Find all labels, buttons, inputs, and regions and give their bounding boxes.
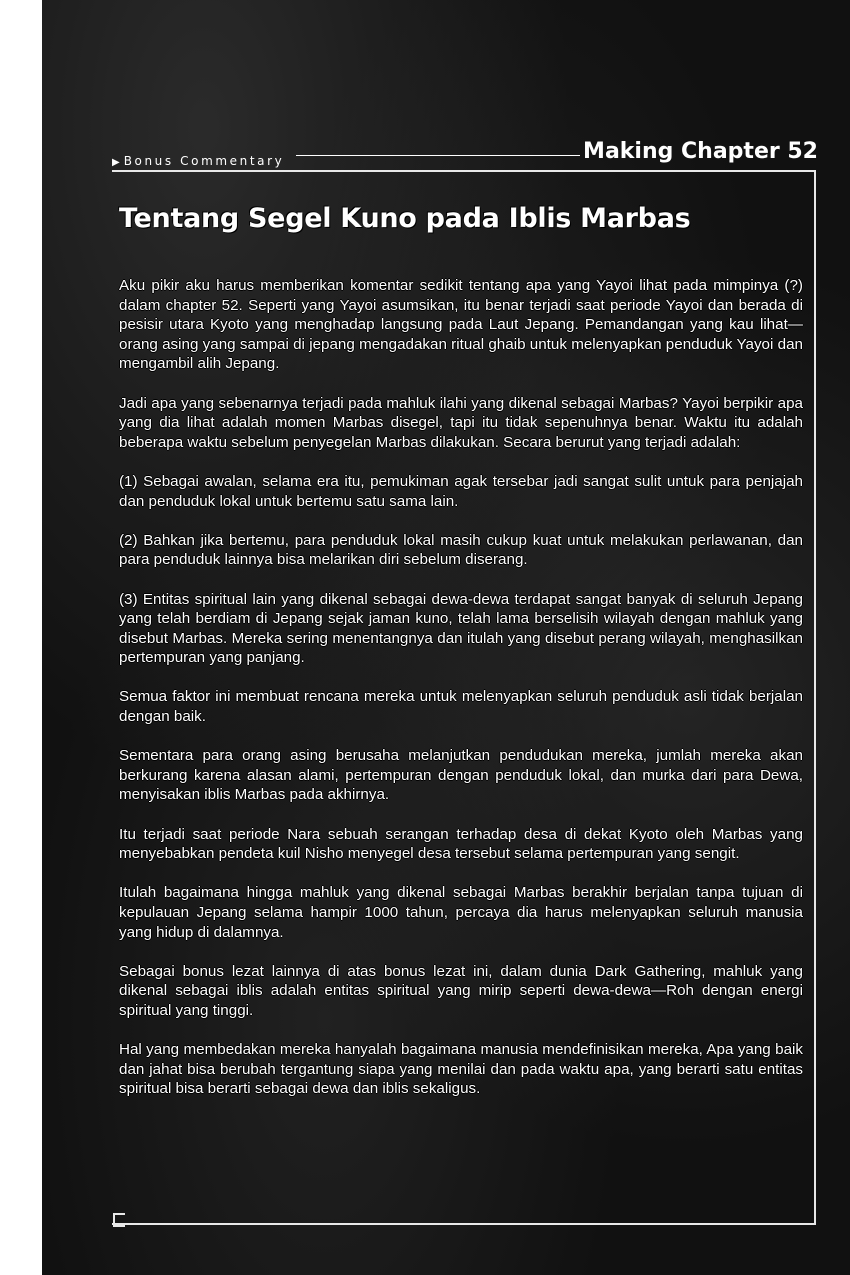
paragraph-8: Itu terjadi saat periode Nara sebuah serangan terhadap desa di dekat Kyoto oleh Marbas yang menyebabkan pendeta kuil Nisho menyegel desa tersebut selama pertempuran yang sengit. — [119, 825, 803, 863]
paragraph-11: Hal yang membedakan mereka hanyalah bagaimana manusia mendefinisikan mereka, Apa yang baik dan jahat bisa berubah tergantung siapa yang menilai dan pada waktu apa, yang berarti satu entitas spiritual bisa berarti sebagai dewa dan iblis sekaligus. — [119, 1041, 803, 1098]
paragraph-7: Sementara para orang asing berusaha melanjutkan pendudukan mereka, jumlah mereka akan berkurang karena alasan alami, pertempuran dengan penduduk lokal, dan murka dari para Dewa, menyisakan iblis Marbas pada akhirnya. — [119, 747, 803, 804]
page-header — [112, 138, 818, 170]
paragraph-10: Sebagai bonus lezat lainnya di atas bonus lezat ini, dalam dunia Dark Gathering, mahluk yang dikenal sebagai iblis adalah entitas spiritual yang mirip seperti dewa-dewa—Roh dengan energi spiritual yang tinggi. — [119, 962, 803, 1019]
article-title: Tentang Segel Kuno pada Iblis Marbas — [119, 203, 691, 234]
paragraph-6: Semua faktor ini membuat rencana mereka untuk melenyapkan seluruh penduduk asli tidak berjalan dengan baik. — [119, 688, 803, 726]
paragraph-9: Itulah bagaimana hingga mahluk yang dikenal sebagai Marbas berakhir berjalan tanpa tujuan di kepulauan Jepang selama hampir 1000 tahun, percaya dia harus melenyapkan seluruh manusia yang hidup di dalamnya. — [119, 884, 803, 941]
paragraph-5: (3) Entitas spiritual lain yang dikenal sebagai dewa-dewa terdapat sangat banyak di seluruh Jepang yang telah berdiam di Jepang sejak jaman kuno, telah lama berselisih wilayah dengan mahluk yang disebut Marbas. Mereka sering menentangnya dan itulah yang disebut perang wilayah, menghasilkan pertempuran yang panjang. — [119, 590, 803, 667]
page-margin — [0, 0, 42, 1275]
frame-corner-mark — [113, 1213, 125, 1227]
chapter-title: Making Chapter 52 — [583, 139, 818, 164]
article-body — [119, 276, 803, 1119]
bonus-label-text: Bonus Commentary — [123, 154, 285, 168]
paragraph-2: Jadi apa yang sebenarnya terjadi pada mahluk ilahi yang dikenal sebagai Marbas? Yayoi berpikir apa yang dia lihat adalah momen Marbas disegel, tapi itu tidak sepenuhnya benar. Waktu itu adalah beberapa waktu sebelum penyegelan Marbas dilakukan. Secara berurut yang terjadi adalah: — [119, 394, 803, 451]
paragraph-3: (1) Sebagai awalan, selama era itu, pemukiman agak tersebar jadi sangat sulit untuk para penjajah dan penduduk lokal untuk bertemu satu sama lain. — [119, 472, 803, 510]
paragraph-4: (2) Bahkan jika bertemu, para penduduk lokal masih cukup kuat untuk melakukan perlawanan, dan para penduduk lainnya bisa melarikan diri sebelum diserang. — [119, 531, 803, 569]
play-triangle-icon: ▶ — [112, 157, 120, 168]
bonus-commentary-label — [112, 154, 284, 170]
paragraph-1: Aku pikir aku harus memberikan komentar sedikit tentang apa yang Yayoi lihat pada mimpinya (?) dalam chapter 52. Seperti yang Yayoi asumsikan, itu benar terjadi saat periode Yayoi dan berada di pesisir utara Kyoto yang menghadap langsung pada Laut Jepang. Pemandangan yang kau lihat— orang asing yang sampai di jepang mengadakan ritual ghaib untuk melenyapkan penduduk Yayoi dan mengambil alih Jepang. — [119, 277, 803, 373]
header-rule — [296, 155, 580, 156]
